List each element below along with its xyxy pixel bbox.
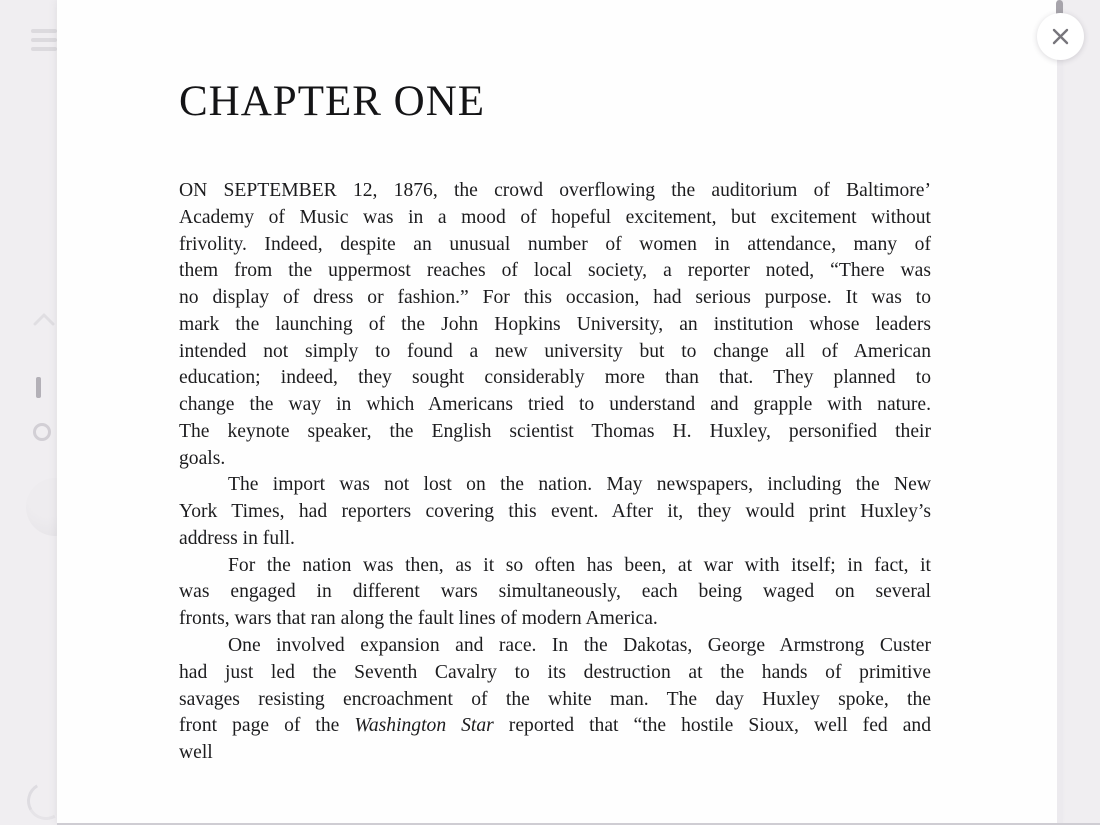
text-line: mark the launching of the John Hopkins University, an institution whose leaders — [179, 313, 931, 335]
menu-bar — [31, 29, 57, 33]
record-circle-icon — [33, 423, 51, 441]
text-cursor-icon — [36, 377, 41, 398]
paragraph — [179, 472, 931, 552]
text-segment: reported that “the hostile Sioux, well fed and — [493, 715, 931, 737]
text-line: intended not simply to found a new university but to change all of American — [179, 340, 931, 362]
text-line: no display of dress or fashion.” For this occasion, had serious purpose. It was to — [179, 287, 931, 309]
paragraph — [179, 633, 931, 767]
body-text — [179, 178, 931, 767]
paragraph — [179, 553, 931, 633]
chapter-title: CHAPTER ONE — [179, 78, 486, 125]
italic-text: Washington Star — [354, 715, 494, 737]
text-line: For the nation was then, as it so often has been, at war with itself; in fact, it — [228, 554, 931, 576]
text-line: One involved expansion and race. In the Dakotas, George Armstrong Custer — [228, 635, 931, 657]
home-icon — [33, 312, 55, 332]
dimmed-background-rail — [0, 0, 57, 825]
paragraph — [179, 178, 931, 472]
text-line: The keynote speaker, the English scientist Thomas H. Huxley, personified their — [179, 420, 931, 442]
text-line: Academy of Music was in a mood of hopeful excitement, but excitement without — [179, 206, 931, 228]
menu-bar — [31, 38, 57, 42]
text-line: was engaged in different wars simultaneously, each being waged on several — [179, 581, 931, 603]
text-line: frivolity. Indeed, despite an unusual number of women in attendance, many of — [179, 233, 931, 255]
text-line: change the way in which Americans tried to understand and grapple with nature. — [179, 394, 931, 416]
text-line: them from the uppermost reaches of local society, a reporter noted, “There was — [179, 260, 931, 282]
text-line: savages resisting encroachment of the white man. The day Huxley spoke, the — [179, 688, 931, 710]
scrollbar-track[interactable] — [1057, 0, 1063, 823]
text-line: goals. — [179, 447, 226, 469]
text-line: had just led the Seventh Cavalry to its destruction at the hands of primitive — [179, 661, 931, 683]
close-icon — [1051, 27, 1070, 46]
text-line: well — [179, 742, 213, 764]
text-line — [179, 713, 931, 740]
text-line: address in full. — [179, 527, 295, 549]
text-line: The import was not lost on the nation. May newspapers, including the New — [228, 474, 931, 496]
reader-page[interactable] — [57, 0, 1057, 823]
text-line: York Times, had reporters covering this event. After it, they would print Huxley’s — [179, 501, 931, 523]
close-button[interactable] — [1037, 13, 1084, 60]
text-line: fronts, wars that ran along the fault lines of modern America. — [179, 608, 658, 630]
text-line: education; indeed, they sought considerably more than that. They planned to — [179, 367, 931, 389]
hamburger-menu-icon — [31, 29, 57, 56]
menu-bar — [31, 47, 57, 51]
text-line: ON SEPTEMBER 12, 1876, the crowd overflowing the auditorium of Baltimore’ — [179, 180, 931, 201]
text-segment: front page of the — [179, 715, 355, 737]
page-content — [57, 0, 1057, 767]
